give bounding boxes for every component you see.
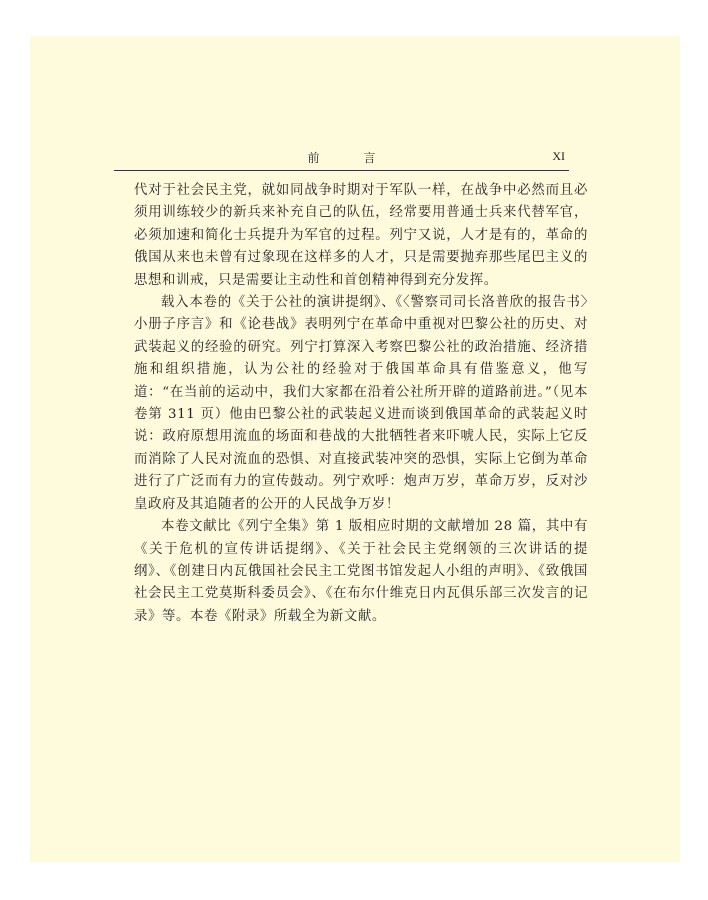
paragraph-3: 本卷文献比《列宁全集》第 1 版相应时期的文献增加 28 篇，其中有《关于危机的宣传讲话提纲》、《关于社会民主党纲领的三次讲话的提纲》、《创建日内瓦俄国社会民主工党图书馆发起人小组的声明》、《致俄国社会民主工党莫斯科委员会》、《在布尔什维克日内瓦俱乐部三次发言的记录》等。本卷《附录》所载全为新文献。 [134,519,588,624]
running-header [114,147,569,171]
page-number: XI [552,149,565,163]
header-rule [114,170,569,171]
paragraph-1: 代对于社会民主党，就如同战争时期对于军队一样，在战争中必然而且必须用训练较少的新兵来补充自己的队伍，经常要用普通士兵来代替军官，必须加速和简化士兵提升为军官的过程。列宁又说，人才是有的，革命的俄国从来也未曾有过象现在这样多的人才，只是需要抛弃那些尾巴主义的思想和训戒，只是需要让主动性和首创精神得到充分发挥。 [134,183,588,288]
header-title: 前 言 [307,151,392,165]
paragraph-2: 载入本卷的《关于公社的演讲提纲》、《〈警察司司长洛普欣的报告书〉小册子序言》和《论巷战》表明列宁在革命中重视对巴黎公社的历史、对武装起义的经验的研究。列宁打算深入考察巴黎公社的政治措施、经济措施和组织措施，认为公社的经验对于俄国革命具有借鉴意义，他写道：“在当前的运动中，我们大家都在沿着公社所开辟的道路前进。”（见本卷第 311 页）他由巴黎公社的武装起义进而谈到俄国革命的武装起义时说：政府原想用流血的场面和巷战的大批牺牲者来吓唬人民，实际上它反而消除了人民对流血的恐惧、对直接武装冲突的恐惧，实际上它倒为革命进行了广泛而有力的宣传鼓动。列宁欢呼：炮声万岁，革命万岁，反对沙皇政府及其追随者的公开的人民战争万岁！ [134,295,588,512]
body-text [134,180,588,628]
